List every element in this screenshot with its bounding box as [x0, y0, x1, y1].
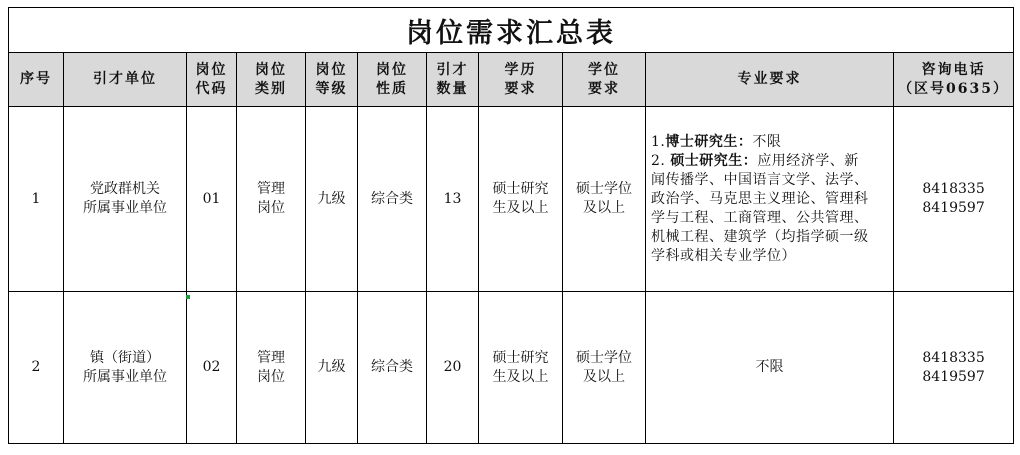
- major-phd-line: 1.博士研究生：不限: [651, 133, 782, 150]
- cell-grade: 九级: [306, 107, 358, 292]
- cell-degree: 硕士学位 及以上: [563, 292, 646, 444]
- cell-seq: 1: [9, 107, 64, 292]
- cell-nature: 综合类: [358, 292, 427, 444]
- cell-count: 13: [427, 107, 479, 292]
- job-demand-summary-sheet: [8, 7, 1013, 448]
- table-row: [9, 292, 1014, 444]
- cell-unit: 镇（街道） 所属事业单位: [64, 292, 187, 444]
- cell-education: 硕士研究 生及以上: [479, 292, 563, 444]
- header-row: [9, 53, 1014, 107]
- table-title: 岗位需求汇总表: [9, 8, 1014, 53]
- header-category: 岗位 类别: [237, 53, 306, 107]
- cell-count: 20: [427, 292, 479, 444]
- cell-nature: 综合类: [358, 107, 427, 292]
- table-row: [9, 107, 1014, 292]
- job-demand-table: [8, 7, 1014, 444]
- header-contact: 咨询电话 （区号0635）: [894, 53, 1014, 107]
- cell-education: 硕士研究 生及以上: [479, 107, 563, 292]
- cell-major-requirements: 不限: [646, 292, 894, 444]
- cell-category: 管理 岗位: [237, 107, 306, 292]
- cell-contact: 8418335 8419597: [894, 292, 1014, 444]
- cell-code: 01: [187, 107, 237, 292]
- cell-seq: 2: [9, 292, 64, 444]
- header-major: 专业要求: [646, 53, 894, 107]
- cell-contact: 8418335 8419597: [894, 107, 1014, 292]
- cell-unit: 党政群机关 所属事业单位: [64, 107, 187, 292]
- cell-code: 02: [187, 292, 237, 444]
- header-unit: 引才单位: [64, 53, 187, 107]
- header-count: 引才 数量: [427, 53, 479, 107]
- cell-major-requirements: 1.博士研究生：不限 2. 硕士研究生：应用经济学、新 闻传播学、中国语言文学、法学、 政治学、马克思主义理论、管理科 学与工程、工商管理、公共管理、 机械工程、建筑学（均指学硕一级 学科或相关专业学位）: [646, 107, 894, 292]
- cell-corner-marker: [186, 295, 190, 299]
- header-education: 学历 要求: [479, 53, 563, 107]
- header-grade: 岗位 等级: [306, 53, 358, 107]
- header-nature: 岗位 性质: [358, 53, 427, 107]
- header-seq: 序号: [9, 53, 64, 107]
- cell-grade: 九级: [306, 292, 358, 444]
- header-degree: 学位 要求: [563, 53, 646, 107]
- cell-degree: 硕士学位 及以上: [563, 107, 646, 292]
- cell-category: 管理 岗位: [237, 292, 306, 444]
- header-code: 岗位 代码: [187, 53, 237, 107]
- major-master-line: 2. 硕士研究生：应用经济学、新: [651, 152, 859, 169]
